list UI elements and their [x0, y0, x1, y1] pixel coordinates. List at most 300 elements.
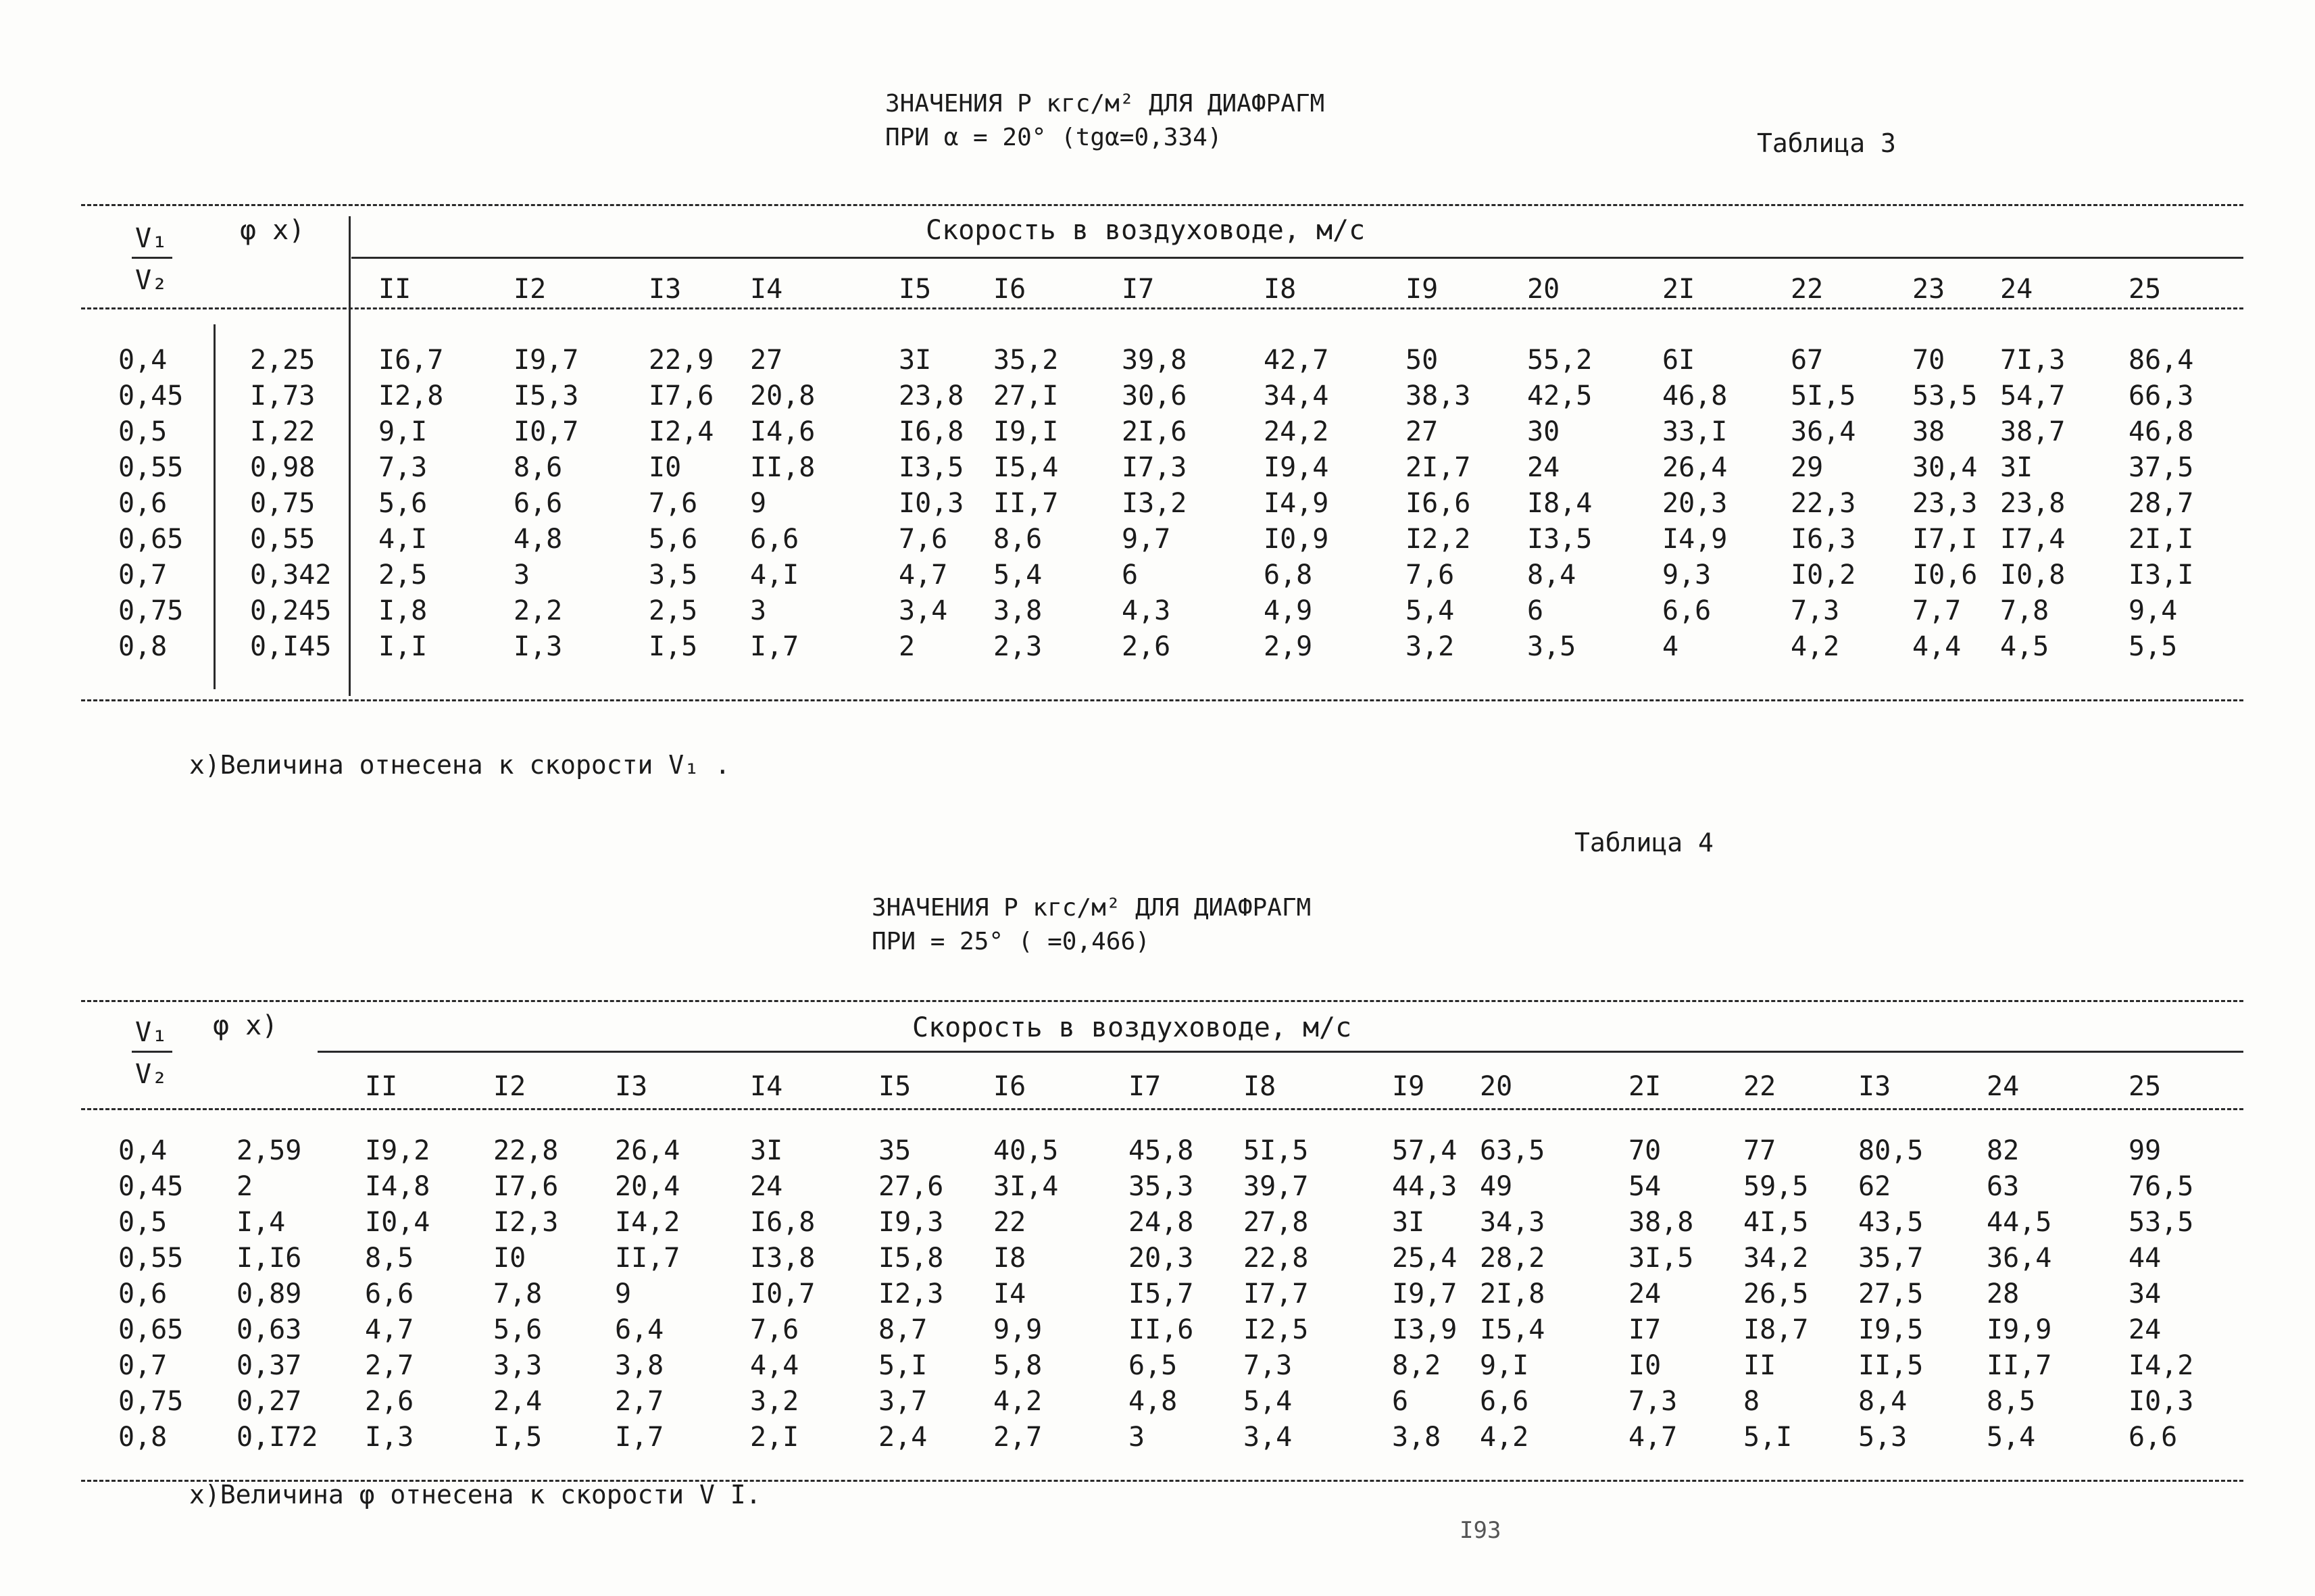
phi-cell: 0,55 [250, 524, 316, 555]
value-cell: I,5 [493, 1422, 543, 1453]
table3-divider-1 [214, 324, 216, 689]
value-cell: I,8 [378, 595, 428, 626]
value-cell: 2,5 [378, 559, 428, 591]
value-cell: 3,5 [649, 559, 698, 591]
phi-cell: 0,63 [237, 1314, 302, 1345]
value-cell: 3I,4 [993, 1171, 1059, 1202]
value-cell: 8,2 [1392, 1350, 1441, 1381]
value-cell: 24,8 [1128, 1207, 1194, 1238]
ratio-cell: 0,5 [118, 416, 168, 447]
value-cell: I7,I [1912, 524, 1978, 555]
value-cell: 6 [1122, 559, 1139, 591]
value-cell: 3I [899, 345, 932, 376]
phi-cell: 2 [237, 1171, 253, 1202]
value-cell: I0,4 [365, 1207, 430, 1238]
value-cell: 4 [1662, 631, 1679, 662]
phi-cell: 0,98 [250, 452, 316, 483]
speed-header-cell: 25 [2129, 1071, 2162, 1102]
value-cell: 3,8 [615, 1350, 664, 1381]
value-cell: 44 [2129, 1243, 2162, 1274]
value-cell: 38 [1912, 416, 1945, 447]
value-cell: 3I [2000, 452, 2033, 483]
phi-cell: 0,245 [250, 595, 332, 626]
value-cell: II,5 [1858, 1350, 1924, 1381]
value-cell: 36,4 [1987, 1243, 2052, 1274]
value-cell: I6,7 [378, 345, 444, 376]
value-cell: 25,4 [1392, 1243, 1458, 1274]
value-cell: I9,9 [1987, 1314, 2052, 1345]
value-cell: I9,7 [514, 345, 579, 376]
table3-bottom-rule [81, 699, 2243, 701]
value-cell: 3,4 [899, 595, 948, 626]
value-cell: 26,4 [1662, 452, 1728, 483]
value-cell: 7,8 [493, 1278, 543, 1310]
value-cell: 34,4 [1264, 380, 1329, 412]
value-cell: 99 [2129, 1135, 2162, 1166]
page-number: I93 [1460, 1517, 1501, 1544]
value-cell: 3,5 [1527, 631, 1576, 662]
value-cell: 3 [1128, 1422, 1145, 1453]
value-cell: I0,3 [2129, 1386, 2194, 1417]
value-cell: 30 [1527, 416, 1560, 447]
ratio-cell: 0,6 [118, 488, 168, 519]
value-cell: I2,2 [1405, 524, 1471, 555]
value-cell: 38,3 [1405, 380, 1471, 412]
speed-header-cell: I3 [1858, 1071, 1891, 1102]
table3-speed-rule [351, 257, 2243, 259]
value-cell: 23,8 [2000, 488, 2066, 519]
value-cell: 42,7 [1264, 345, 1329, 376]
ratio-cell: 0,65 [118, 1314, 184, 1345]
value-cell: I3,9 [1392, 1314, 1458, 1345]
value-cell: 3,7 [878, 1386, 928, 1417]
value-cell: 7,3 [1243, 1350, 1293, 1381]
speed-header-cell: I8 [1264, 274, 1297, 305]
phi-cell: 0,I45 [250, 631, 332, 662]
value-cell: 7,3 [378, 452, 428, 483]
value-cell: II,7 [615, 1243, 680, 1274]
value-cell: 57,4 [1392, 1135, 1458, 1166]
value-cell: I8 [993, 1243, 1026, 1274]
value-cell: 4,4 [750, 1350, 799, 1381]
table4-top-rule [81, 1000, 2243, 1002]
value-cell: 3,4 [1243, 1422, 1293, 1453]
value-cell: 28,7 [2129, 488, 2194, 519]
value-cell: 4,7 [1628, 1422, 1678, 1453]
table3-tag: Таблица 3 [1757, 128, 1896, 158]
table4-title-line2: ПРИ = 25° ( =0,466) [872, 928, 1150, 955]
value-cell: I,7 [750, 631, 799, 662]
value-cell: 6,6 [1662, 595, 1712, 626]
value-cell: 22,9 [649, 345, 714, 376]
value-cell: I0,6 [1912, 559, 1978, 591]
value-cell: 30,6 [1122, 380, 1187, 412]
value-cell: 27,8 [1243, 1207, 1309, 1238]
ratio-cell: 0,4 [118, 1135, 168, 1166]
value-cell: 9,I [378, 416, 428, 447]
value-cell: 7,6 [899, 524, 948, 555]
value-cell: 24 [1628, 1278, 1662, 1310]
value-cell: 35 [878, 1135, 912, 1166]
value-cell: 20,3 [1128, 1243, 1194, 1274]
phi-cell: 0,89 [237, 1278, 302, 1310]
value-cell: 2,I [750, 1422, 799, 1453]
value-cell: I3,5 [899, 452, 964, 483]
value-cell: 23,3 [1912, 488, 1978, 519]
ratio-cell: 0,45 [118, 1171, 184, 1202]
value-cell: 70 [1912, 345, 1945, 376]
value-cell: I9,I [993, 416, 1059, 447]
value-cell: 5,8 [993, 1350, 1043, 1381]
value-cell: I3,I [2129, 559, 2194, 591]
table4-ratio-top: V₁ [135, 1017, 168, 1048]
table3-footnote: x)Величина отнесена к скорости V₁ . [189, 750, 730, 780]
value-cell: 6,6 [365, 1278, 414, 1310]
value-cell: 5I,5 [1243, 1135, 1309, 1166]
speed-header-cell: 2I [1662, 274, 1695, 305]
value-cell: 59,5 [1743, 1171, 1809, 1202]
value-cell: 5,I [878, 1350, 928, 1381]
value-cell: 86,4 [2129, 345, 2194, 376]
value-cell: I9,2 [365, 1135, 430, 1166]
value-cell: 5,6 [649, 524, 698, 555]
value-cell: 9,I [1480, 1350, 1529, 1381]
ratio-cell: 0,75 [118, 1386, 184, 1417]
speed-header-cell: 22 [1743, 1071, 1776, 1102]
value-cell: 4,I [750, 559, 799, 591]
value-cell: 2,7 [993, 1422, 1043, 1453]
ratio-cell: 0,5 [118, 1207, 168, 1238]
speed-header-cell: 22 [1791, 274, 1824, 305]
value-cell: I0,9 [1264, 524, 1329, 555]
value-cell: 2I,7 [1405, 452, 1471, 483]
value-cell: 5,I [1743, 1422, 1793, 1453]
speed-header-cell: I2 [514, 274, 547, 305]
value-cell: 38,8 [1628, 1207, 1694, 1238]
speed-header-cell: I6 [993, 1071, 1026, 1102]
value-cell: 53,5 [2129, 1207, 2194, 1238]
value-cell: I4,9 [1662, 524, 1728, 555]
phi-cell: I,73 [250, 380, 316, 412]
value-cell: I7,6 [493, 1171, 559, 1202]
value-cell: 6,8 [1264, 559, 1313, 591]
table4-ratio-rule [132, 1051, 172, 1053]
value-cell: 4,3 [1122, 595, 1171, 626]
value-cell: 3,3 [493, 1350, 543, 1381]
value-cell: I5,8 [878, 1243, 944, 1274]
value-cell: I0,8 [2000, 559, 2066, 591]
value-cell: II [1743, 1350, 1776, 1381]
value-cell: 7I,3 [2000, 345, 2066, 376]
value-cell: II,7 [993, 488, 1059, 519]
value-cell: 4I,5 [1743, 1207, 1809, 1238]
phi-cell: I,I6 [237, 1243, 302, 1274]
value-cell: 39,7 [1243, 1171, 1309, 1202]
value-cell: 26,4 [615, 1135, 680, 1166]
value-cell: 23,8 [899, 380, 964, 412]
value-cell: I,5 [649, 631, 698, 662]
value-cell: 5,3 [1858, 1422, 1908, 1453]
table4-speed-rule [318, 1051, 2243, 1053]
value-cell: 9,9 [993, 1314, 1043, 1345]
value-cell: 7,6 [1405, 559, 1455, 591]
speed-header-cell: I7 [1128, 1071, 1162, 1102]
value-cell: 24 [1527, 452, 1560, 483]
value-cell: 34 [2129, 1278, 2162, 1310]
value-cell: I5,4 [1480, 1314, 1545, 1345]
phi-cell: 0,27 [237, 1386, 302, 1417]
value-cell: 9 [615, 1278, 632, 1310]
value-cell: I9,4 [1264, 452, 1329, 483]
value-cell: 44,5 [1987, 1207, 2052, 1238]
phi-cell: 0,37 [237, 1350, 302, 1381]
value-cell: 8,6 [993, 524, 1043, 555]
ratio-cell: 0,55 [118, 452, 184, 483]
table3-ratio-rule [132, 257, 172, 259]
value-cell: 3,8 [993, 595, 1043, 626]
value-cell: 6,5 [1128, 1350, 1178, 1381]
value-cell: 67 [1791, 345, 1824, 376]
value-cell: 9,7 [1122, 524, 1171, 555]
value-cell: 20,3 [1662, 488, 1728, 519]
value-cell: I5,7 [1128, 1278, 1194, 1310]
speed-header-cell: 23 [1912, 274, 1945, 305]
value-cell: I3,2 [1122, 488, 1187, 519]
table3-top-rule [81, 204, 2243, 206]
table4-title-line1: ЗНАЧЕНИЯ P кгс/м² ДЛЯ ДИАФРАГМ [872, 894, 1312, 922]
value-cell: 22,3 [1791, 488, 1856, 519]
value-cell: 27,6 [878, 1171, 944, 1202]
value-cell: II,6 [1128, 1314, 1194, 1345]
value-cell: I7,4 [2000, 524, 2066, 555]
value-cell: 4,2 [1791, 631, 1840, 662]
phi-cell: 0,342 [250, 559, 332, 591]
value-cell: I6,3 [1791, 524, 1856, 555]
value-cell: I2,8 [378, 380, 444, 412]
value-cell: 34,3 [1480, 1207, 1545, 1238]
speed-header-cell: I5 [878, 1071, 912, 1102]
value-cell: 8,7 [878, 1314, 928, 1345]
value-cell: 6,6 [514, 488, 563, 519]
value-cell: II,7 [1987, 1350, 2052, 1381]
value-cell: 2,5 [649, 595, 698, 626]
value-cell: 2,6 [1122, 631, 1171, 662]
value-cell: 35,2 [993, 345, 1059, 376]
value-cell: I0 [1628, 1350, 1662, 1381]
value-cell: 42,5 [1527, 380, 1593, 412]
speed-header-cell: 24 [1987, 1071, 2020, 1102]
value-cell: 28 [1987, 1278, 2020, 1310]
value-cell: I9,7 [1392, 1278, 1458, 1310]
value-cell: I4,9 [1264, 488, 1329, 519]
value-cell: 4,I [378, 524, 428, 555]
speed-header-cell: I7 [1122, 274, 1155, 305]
value-cell: I,3 [514, 631, 563, 662]
value-cell: 50 [1405, 345, 1439, 376]
value-cell: I2,3 [878, 1278, 944, 1310]
value-cell: 4,2 [993, 1386, 1043, 1417]
value-cell: 22,8 [493, 1135, 559, 1166]
value-cell: 4,8 [514, 524, 563, 555]
value-cell: 2,4 [493, 1386, 543, 1417]
value-cell: I4,2 [2129, 1350, 2194, 1381]
value-cell: I4,8 [365, 1171, 430, 1202]
value-cell: I0,7 [514, 416, 579, 447]
value-cell: 4,8 [1128, 1386, 1178, 1417]
value-cell: 35,7 [1858, 1243, 1924, 1274]
table4-header-rule [81, 1108, 2243, 1110]
value-cell: I4,6 [750, 416, 816, 447]
value-cell: 46,8 [2129, 416, 2194, 447]
value-cell: 43,5 [1858, 1207, 1924, 1238]
value-cell: 35,3 [1128, 1171, 1194, 1202]
value-cell: 6I [1662, 345, 1695, 376]
value-cell: 24 [2129, 1314, 2162, 1345]
value-cell: I9,3 [878, 1207, 944, 1238]
speed-header-cell: I4 [750, 274, 783, 305]
speed-header-cell: II [378, 274, 412, 305]
speed-header-cell: I6 [993, 274, 1026, 305]
value-cell: 6,6 [1480, 1386, 1529, 1417]
value-cell: 7,8 [2000, 595, 2049, 626]
value-cell: 2,4 [878, 1422, 928, 1453]
ratio-cell: 0,7 [118, 1350, 168, 1381]
value-cell: 30,4 [1912, 452, 1978, 483]
speed-header-cell: I2 [493, 1071, 526, 1102]
value-cell: 70 [1628, 1135, 1662, 1166]
phi-cell: 2,59 [237, 1135, 302, 1166]
phi-cell: 0,75 [250, 488, 316, 519]
value-cell: I0 [493, 1243, 526, 1274]
value-cell: I7,7 [1243, 1278, 1309, 1310]
ratio-cell: 0,8 [118, 631, 168, 662]
value-cell: 2,7 [615, 1386, 664, 1417]
value-cell: 27 [750, 345, 783, 376]
value-cell: 8,4 [1527, 559, 1576, 591]
speed-header-cell: I9 [1405, 274, 1439, 305]
value-cell: 3,2 [1405, 631, 1455, 662]
value-cell: 24,2 [1264, 416, 1329, 447]
value-cell: 6 [1392, 1386, 1409, 1417]
value-cell: I7 [1628, 1314, 1662, 1345]
value-cell: I6,8 [750, 1207, 816, 1238]
value-cell: 38,7 [2000, 416, 2066, 447]
table3-ratio-bottom: V₂ [135, 265, 168, 296]
value-cell: I0,7 [750, 1278, 816, 1310]
value-cell: 4,5 [2000, 631, 2049, 662]
speed-header-cell: I3 [615, 1071, 648, 1102]
value-cell: 3I,5 [1628, 1243, 1694, 1274]
value-cell: 3,8 [1392, 1422, 1441, 1453]
value-cell: 36,4 [1791, 416, 1856, 447]
value-cell: 5,4 [1987, 1422, 2036, 1453]
speed-header-cell: I3 [649, 274, 682, 305]
value-cell: 39,8 [1122, 345, 1187, 376]
value-cell: 2,7 [365, 1350, 414, 1381]
value-cell: 2,6 [365, 1386, 414, 1417]
table3-phi-header: φ x) [240, 215, 305, 246]
value-cell: 7,3 [1628, 1386, 1678, 1417]
value-cell: 7,6 [750, 1314, 799, 1345]
value-cell: 63,5 [1480, 1135, 1545, 1166]
value-cell: 27,5 [1858, 1278, 1924, 1310]
value-cell: I4 [993, 1278, 1026, 1310]
value-cell: 7,7 [1912, 595, 1962, 626]
value-cell: I3,5 [1527, 524, 1593, 555]
value-cell: 5I,5 [1791, 380, 1856, 412]
speed-header-cell: I4 [750, 1071, 783, 1102]
ratio-cell: 0,65 [118, 524, 184, 555]
speed-header-cell: 20 [1480, 1071, 1513, 1102]
value-cell: 2,2 [514, 595, 563, 626]
value-cell: I4,2 [615, 1207, 680, 1238]
value-cell: I0,2 [1791, 559, 1856, 591]
value-cell: 22,8 [1243, 1243, 1309, 1274]
value-cell: 3,2 [750, 1386, 799, 1417]
ratio-cell: 0,55 [118, 1243, 184, 1274]
value-cell: 55,2 [1527, 345, 1593, 376]
value-cell: 3I [750, 1135, 783, 1166]
table4-phi-header: φ x) [213, 1010, 278, 1041]
table3-title-line2: ПРИ α = 20° (tgα=0,334) [885, 124, 1222, 151]
value-cell: 9,4 [2129, 595, 2178, 626]
value-cell: 53,5 [1912, 380, 1978, 412]
value-cell: 8,6 [514, 452, 563, 483]
value-cell: 8,4 [1858, 1386, 1908, 1417]
phi-cell: 2,25 [250, 345, 316, 376]
value-cell: 20,4 [615, 1171, 680, 1202]
value-cell: 80,5 [1858, 1135, 1924, 1166]
value-cell: 45,8 [1128, 1135, 1194, 1166]
value-cell: 3 [750, 595, 767, 626]
value-cell: 9,3 [1662, 559, 1712, 591]
value-cell: 66,3 [2129, 380, 2194, 412]
value-cell: 2 [899, 631, 916, 662]
value-cell: 2,9 [1264, 631, 1313, 662]
value-cell: I7,6 [649, 380, 714, 412]
value-cell: I0 [649, 452, 682, 483]
value-cell: 2I,6 [1122, 416, 1187, 447]
value-cell: I5,4 [993, 452, 1059, 483]
value-cell: 27 [1405, 416, 1439, 447]
value-cell: 6,6 [750, 524, 799, 555]
value-cell: 20,8 [750, 380, 816, 412]
speed-header-cell: 25 [2129, 274, 2162, 305]
value-cell: I,I [378, 631, 428, 662]
value-cell: 6,6 [2129, 1422, 2178, 1453]
value-cell: 3I [1392, 1207, 1425, 1238]
value-cell: 54,7 [2000, 380, 2066, 412]
table3-ratio-top: V₁ [135, 223, 168, 254]
value-cell: I8,4 [1527, 488, 1593, 519]
value-cell: 4,9 [1264, 595, 1313, 626]
value-cell: I6,6 [1405, 488, 1471, 519]
value-cell: 7,6 [649, 488, 698, 519]
value-cell: 33,I [1662, 416, 1728, 447]
value-cell: I0,3 [899, 488, 964, 519]
value-cell: 77 [1743, 1135, 1776, 1166]
value-cell: 62 [1858, 1171, 1891, 1202]
value-cell: I8,7 [1743, 1314, 1809, 1345]
table3-header-rule [81, 307, 2243, 309]
ratio-cell: 0,45 [118, 380, 184, 412]
value-cell: 26,5 [1743, 1278, 1809, 1310]
value-cell: 2I,8 [1480, 1278, 1545, 1310]
value-cell: 5,6 [378, 488, 428, 519]
table4-speed-header: Скорость в воздуховоде, м/с [912, 1012, 1352, 1043]
value-cell: 4,7 [365, 1314, 414, 1345]
ratio-cell: 0,6 [118, 1278, 168, 1310]
